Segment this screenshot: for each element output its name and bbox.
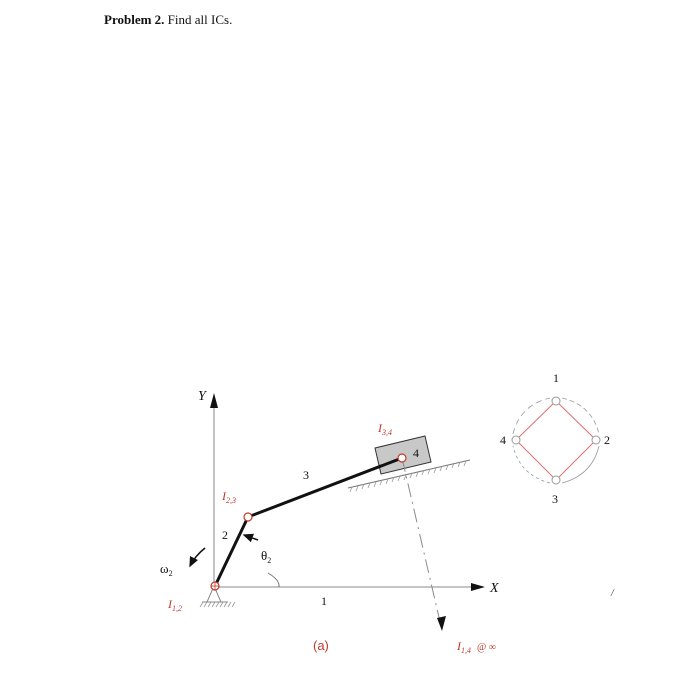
theta2-arrow-line xyxy=(244,535,258,540)
crank-link xyxy=(216,517,248,584)
stray-mark: / xyxy=(611,588,614,599)
slider-link-label: 4 xyxy=(413,446,419,460)
joint-i34 xyxy=(398,454,406,462)
ic14-label: $I_{1,4}$ @ ∞ xyxy=(457,639,496,655)
graph-node-2-label: 2 xyxy=(604,433,610,447)
y-axis-arrowhead xyxy=(210,393,218,408)
graph-edge-1-2 xyxy=(556,401,596,440)
graph-node-3 xyxy=(552,476,560,484)
problem-instruction: Find all ICs. xyxy=(167,12,233,27)
graph-node-4 xyxy=(512,436,520,444)
theta2-arc xyxy=(268,573,279,587)
graph-arc-4-1 xyxy=(513,398,550,434)
graph-arc-2-3 xyxy=(562,446,599,483)
joint-i23 xyxy=(244,513,252,521)
coupler-link xyxy=(248,458,402,517)
x-axis-label: X xyxy=(490,581,499,596)
graph-node-3-label: 3 xyxy=(552,492,558,506)
problem-number: Problem 2. xyxy=(104,12,165,27)
crank-link-label: 2 xyxy=(222,528,228,542)
linear-graph xyxy=(500,371,610,506)
omega2-label: $\omega_2$ xyxy=(160,561,173,578)
graph-edge-3-4 xyxy=(516,440,556,480)
ic34-label: $I_{3,4}$ xyxy=(378,421,392,437)
theta2-label: $\theta_2$ xyxy=(261,548,272,565)
coupler-link-label: 3 xyxy=(303,468,309,482)
graph-edge-4-1 xyxy=(516,401,556,440)
graph-arc-1-2 xyxy=(562,398,599,434)
omega2-arrow xyxy=(190,548,205,566)
graph-edge-2-3 xyxy=(556,440,596,480)
y-axis-label: Y xyxy=(198,389,206,404)
ic23-label: $I_{2,3}$ xyxy=(222,489,236,505)
ground-link-label: 1 xyxy=(321,594,327,608)
figure-caption: (a) xyxy=(313,638,329,653)
graph-node-4-label: 4 xyxy=(500,433,506,447)
graph-node-1 xyxy=(552,397,560,405)
ic14-arrowhead xyxy=(437,616,446,631)
graph-node-2 xyxy=(592,436,600,444)
graph-arc-3-4 xyxy=(513,446,550,483)
ic14-direction-line xyxy=(402,458,441,626)
ic12-label: $I_{1,2}$ xyxy=(168,597,182,613)
x-axis-arrowhead xyxy=(471,583,485,591)
graph-node-1-label: 1 xyxy=(553,371,559,385)
